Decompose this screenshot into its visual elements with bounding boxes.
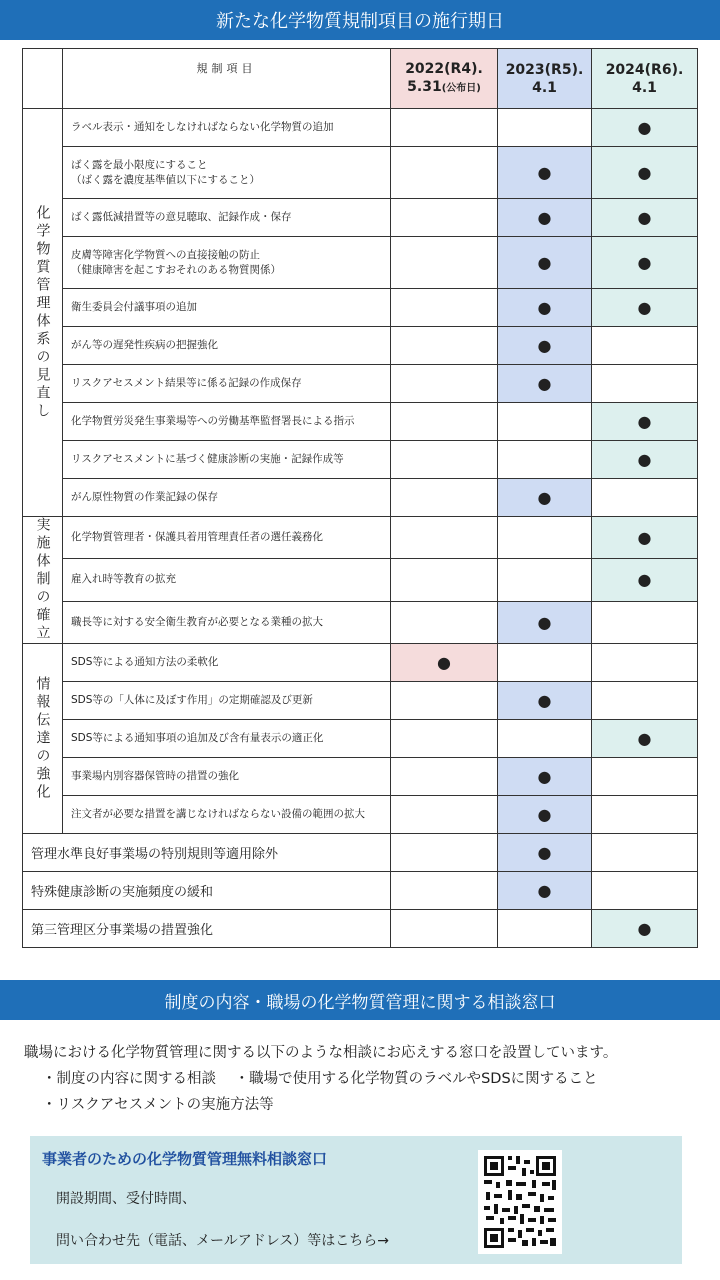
date-cell-r5 <box>498 109 592 147</box>
date-cell-r4 <box>391 109 498 147</box>
bullet-dot-icon: ● <box>637 412 652 431</box>
bullet-dot-icon: ● <box>637 528 652 548</box>
date-cell-r6 <box>592 834 698 872</box>
table-row <box>23 441 698 479</box>
table-row <box>23 403 698 441</box>
table-row <box>23 910 698 948</box>
bullet-dot-icon: ● <box>537 805 552 824</box>
bullet-dot-icon: ● <box>637 163 652 182</box>
table-row <box>23 327 698 365</box>
date-cell-r4 <box>391 289 498 327</box>
item-text: ばく露低減措置等の意見聴取、記録作成・保存 <box>63 199 391 237</box>
item-text: 事業場内別容器保管時の措置の強化 <box>63 758 391 796</box>
table-row <box>23 147 698 199</box>
date-cell-r4 <box>391 682 498 720</box>
qr-code-icon[interactable] <box>478 1150 562 1254</box>
consult-bullet: ・制度の内容に関する相談 <box>42 1071 216 1087</box>
date-r6-line1: 2024(R6). <box>605 61 684 78</box>
category-label: 実施体制の確立 <box>23 517 63 644</box>
consult-title: 制度の内容・職場の化学物質管理に関する相談窓口 <box>164 992 556 1013</box>
bullet-dot-icon: ● <box>537 336 552 355</box>
date-cell-r5 <box>498 441 592 479</box>
table-row <box>23 199 698 237</box>
bullet-dot-icon: ● <box>637 729 652 748</box>
item-text: 注文者が必要な措置を講じなければならない設備の範囲の拡大 <box>63 796 391 834</box>
consult-intro <box>24 1040 704 1118</box>
bullet-dot-icon: ● <box>537 374 552 393</box>
item-text: 第三管理区分事業場の措置強化 <box>23 910 391 948</box>
date-cell-r5 <box>498 682 592 720</box>
date-r4-note: (公布日) <box>441 82 481 94</box>
table-row <box>23 834 698 872</box>
bullet-dot-icon: ● <box>437 653 451 672</box>
date-cell-r6 <box>592 109 698 147</box>
date-cell-r6 <box>592 441 698 479</box>
date-cell-r6 <box>592 199 698 237</box>
schedule-table-wrapper <box>22 48 697 948</box>
bullet-dot-icon: ● <box>637 118 652 137</box>
date-cell-r6 <box>592 365 698 403</box>
date-cell-r5 <box>498 872 592 910</box>
date-cell-r5 <box>498 237 592 289</box>
date-cell-r4 <box>391 441 498 479</box>
category-label: 化学物質管理体系の見直し <box>23 109 63 517</box>
item-text: 雇入れ時等教育の拡充 <box>63 559 391 601</box>
date-cell-r6 <box>592 237 698 289</box>
item-text: リスクアセスメントに基づく健康診断の実施・記録作成等 <box>63 441 391 479</box>
date-cell-r6 <box>592 479 698 517</box>
consult-box-link[interactable]: 問い合わせ先（電話、メールアドレス）等はこちら→ <box>56 1233 390 1249</box>
item-text: 化学物質管理者・保護具着用管理責任者の選任義務化 <box>63 517 391 559</box>
consult-bullets-row1 <box>24 1066 704 1092</box>
consult-bullet: ・リスクアセスメントの実施方法等 <box>42 1097 274 1113</box>
date-cell-r5 <box>498 199 592 237</box>
date-cell-r6 <box>592 403 698 441</box>
date-cell-r4 <box>391 910 498 948</box>
date-r5-line1: 2023(R5). <box>505 61 584 78</box>
item-text: ばく露を最小限度にすること （ばく露を濃度基準値以下にすること） <box>63 147 391 199</box>
date-cell-r6 <box>592 327 698 365</box>
date-cell-r5 <box>498 517 592 559</box>
item-text: ラベル表示・通知をしなければならない化学物質の追加 <box>63 109 391 147</box>
item-text: リスクアセスメント結果等に係る記録の作成保存 <box>63 365 391 403</box>
item-column-header: 規制項目 <box>63 49 391 109</box>
bullet-dot-icon: ● <box>637 208 652 227</box>
date-cell-r4 <box>391 758 498 796</box>
date-cell-r4 <box>391 147 498 199</box>
table-row <box>23 109 698 147</box>
schedule-title: 新たな化学物質規制項目の施行期日 <box>216 11 504 32</box>
item-text: がん原性物質の作業記録の保存 <box>63 479 391 517</box>
date-header-r6 <box>592 49 698 109</box>
table-row <box>23 479 698 517</box>
date-cell-r5 <box>498 796 592 834</box>
date-cell-r6 <box>592 601 698 643</box>
date-cell-r6 <box>592 910 698 948</box>
date-cell-r4 <box>391 403 498 441</box>
date-cell-r4 <box>391 872 498 910</box>
date-cell-r4 <box>391 199 498 237</box>
table-row <box>23 796 698 834</box>
table-row <box>23 682 698 720</box>
date-cell-r4 <box>391 365 498 403</box>
date-cell-r5 <box>498 910 592 948</box>
item-text: 特殊健康診断の実施頻度の緩和 <box>23 872 391 910</box>
date-cell-r4 <box>391 644 498 682</box>
date-cell-r5 <box>498 834 592 872</box>
bullet-dot-icon: ● <box>537 163 552 182</box>
date-r4-line1: 2022(R4). <box>405 60 483 77</box>
consult-box-line1: 開設期間、受付時間、 <box>56 1191 196 1207</box>
consult-box <box>30 1136 682 1264</box>
schedule-table <box>22 48 698 948</box>
date-cell-r4 <box>391 834 498 872</box>
item-text: がん等の遅発性疾病の把握強化 <box>63 327 391 365</box>
bullet-dot-icon: ● <box>537 691 552 710</box>
bullet-dot-icon: ● <box>637 450 652 469</box>
bullet-dot-icon: ● <box>537 881 552 900</box>
bullet-dot-icon: ● <box>537 612 552 632</box>
item-text: 化学物質労災発生事業場等への労働基準監督署長による指示 <box>63 403 391 441</box>
date-cell-r4 <box>391 796 498 834</box>
date-header-r4 <box>391 49 498 109</box>
date-cell-r5 <box>498 644 592 682</box>
table-row <box>23 517 698 559</box>
date-cell-r4 <box>391 559 498 601</box>
date-cell-r4 <box>391 479 498 517</box>
table-row <box>23 559 698 601</box>
item-text: 皮膚等障害化学物質への直接接触の防止 （健康障害を起こすおそれのある物質関係） <box>63 237 391 289</box>
item-text: 管理水準良好事業場の特別規則等適用除外 <box>23 834 391 872</box>
table-header-row <box>23 49 698 109</box>
date-cell-r5 <box>498 147 592 199</box>
date-header-r5 <box>498 49 592 109</box>
consult-bullets-row2 <box>24 1092 704 1118</box>
bullet-dot-icon: ● <box>637 570 652 590</box>
item-text: 衛生委員会付議事項の追加 <box>63 289 391 327</box>
date-cell-r6 <box>592 517 698 559</box>
date-cell-r6 <box>592 872 698 910</box>
date-r4-line2: 5.31 <box>407 78 442 95</box>
bullet-dot-icon: ● <box>637 253 652 272</box>
table-row <box>23 601 698 643</box>
date-cell-r4 <box>391 327 498 365</box>
table-row <box>23 872 698 910</box>
consult-intro-text: 職場における化学物質管理に関する以下のような相談にお応えする窓口を設置しています。 <box>24 1045 618 1061</box>
bullet-dot-icon: ● <box>537 843 552 862</box>
date-r6-line2: 4.1 <box>632 79 657 96</box>
bullet-dot-icon: ● <box>537 298 552 317</box>
date-cell-r5 <box>498 559 592 601</box>
date-cell-r6 <box>592 796 698 834</box>
table-row <box>23 365 698 403</box>
table-row <box>23 289 698 327</box>
date-cell-r5 <box>498 720 592 758</box>
item-text: SDS等の「人体に及ぼす作用」の定期確認及び更新 <box>63 682 391 720</box>
date-cell-r5 <box>498 289 592 327</box>
item-text: SDS等による通知事項の追加及び含有量表示の適正化 <box>63 720 391 758</box>
consult-header <box>0 980 720 1020</box>
date-cell-r6 <box>592 147 698 199</box>
date-cell-r6 <box>592 758 698 796</box>
table-row <box>23 720 698 758</box>
category-label: 情報伝達の強化 <box>23 644 63 834</box>
bullet-dot-icon: ● <box>537 488 552 507</box>
date-r5-line2: 4.1 <box>532 79 557 96</box>
date-cell-r5 <box>498 365 592 403</box>
consult-bullet: ・職場で使用する化学物質のラベルやSDSに関すること <box>234 1071 598 1087</box>
date-cell-r6 <box>592 289 698 327</box>
date-cell-r6 <box>592 644 698 682</box>
date-cell-r5 <box>498 327 592 365</box>
item-text: SDS等による通知方法の柔軟化 <box>63 644 391 682</box>
bullet-dot-icon: ● <box>537 208 552 227</box>
date-cell-r5 <box>498 601 592 643</box>
date-cell-r6 <box>592 720 698 758</box>
bullet-dot-icon: ● <box>537 767 552 786</box>
date-cell-r4 <box>391 517 498 559</box>
bullet-dot-icon: ● <box>637 298 652 317</box>
schedule-table-body <box>23 109 698 948</box>
item-text: 職長等に対する安全衛生教育が必要となる業種の拡大 <box>63 601 391 643</box>
date-cell-r6 <box>592 682 698 720</box>
bullet-dot-icon: ● <box>537 253 552 272</box>
date-cell-r5 <box>498 479 592 517</box>
date-cell-r5 <box>498 403 592 441</box>
date-cell-r4 <box>391 720 498 758</box>
date-cell-r5 <box>498 758 592 796</box>
schedule-header <box>0 0 720 40</box>
table-row <box>23 237 698 289</box>
date-cell-r4 <box>391 601 498 643</box>
corner-cell <box>23 49 63 109</box>
consult-box-title: 事業者のための化学物質管理無料相談窓口 <box>42 1150 328 1168</box>
date-cell-r6 <box>592 559 698 601</box>
date-cell-r4 <box>391 237 498 289</box>
table-row <box>23 644 698 682</box>
bullet-dot-icon: ● <box>637 919 652 938</box>
table-row <box>23 758 698 796</box>
